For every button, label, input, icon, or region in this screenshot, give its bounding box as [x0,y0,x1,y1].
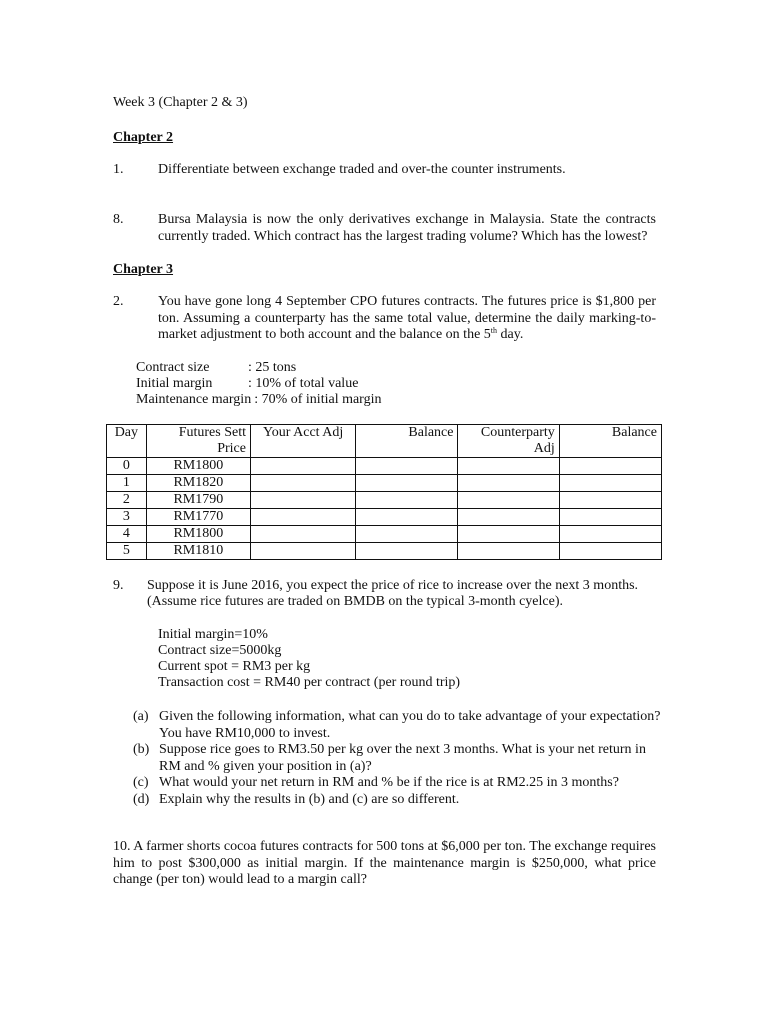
cell-counterparty-adj [458,492,559,509]
chapter-3-heading: Chapter 3 [113,262,174,277]
cell-day: 3 [107,509,147,526]
cell-balance [356,475,458,492]
cell-counterparty-balance [559,458,661,475]
given-initial-margin: Initial margin=10% [158,627,268,642]
cell-counterparty-balance [559,526,661,543]
cell-price: RM1800 [146,458,250,475]
cell-acct-adj [250,458,355,475]
cell-counterparty-balance [559,509,661,526]
header-futures-sett-price: Futures Sett Price [146,425,250,458]
table-row [107,475,662,492]
cell-counterparty-adj [458,458,559,475]
cell-balance [356,543,458,560]
table-header-row [107,425,662,458]
cell-day: 5 [107,543,147,560]
header-counterparty-balance: Balance [559,425,661,458]
question-9-number: 9. [113,578,124,593]
question-1-number: 1. [113,162,124,177]
spec-row [136,376,381,392]
ordinal-superscript: th [490,326,498,335]
question-2-body: You have gone long 4 September CPO futures contracts. The futures price is $1,800 per ton. Assuming a counterparty has the same total value, determine the daily marking-to-market adjustment to both account and the balance on the 5 [158,294,656,342]
sub-question-label: (b) [133,742,150,757]
cell-counterparty-adj [458,509,559,526]
cell-counterparty-adj [458,543,559,560]
sub-question-label: (d) [133,791,150,807]
sub-question-b [133,742,661,775]
cell-day: 4 [107,526,147,543]
chapter-2-heading: Chapter 2 [113,130,174,145]
question-9-parts [133,709,661,808]
cell-balance [356,509,458,526]
cell-acct-adj [250,526,355,543]
given-current-spot: Current spot = RM3 per kg [158,659,311,674]
header-counterparty-adj: Counterparty Adj [458,425,559,458]
contract-specs [136,360,381,408]
question-8-text: Bursa Malaysia is now the only derivatives exchange in Malaysia. State the contracts currently traded. Which contract has the largest trading volume? Which has the lowest? [158,212,656,244]
cell-day: 2 [107,492,147,509]
cell-balance [356,458,458,475]
header-balance: Balance [356,425,458,458]
cell-counterparty-adj [458,475,559,492]
cell-balance [356,492,458,509]
spec-value: : 25 tons [248,360,297,375]
sub-question-line: RM and % given your position in (a)? [159,758,372,774]
cell-price: RM1800 [146,526,250,543]
question-9-line-2: (Assume rice futures are traded on BMDB on the typical 3-month cyelce). [147,594,563,609]
sub-question-label: (c) [133,775,149,790]
spec-label: Contract size [136,360,210,375]
cell-price: RM1770 [146,509,250,526]
question-2-end: day. [497,327,524,342]
cell-day: 0 [107,458,147,475]
sub-question-line: You have RM10,000 to invest. [159,725,331,741]
table-row [107,509,662,526]
cell-balance [356,526,458,543]
sub-question-line: Explain why the results in (b) and (c) are so different. [159,791,460,807]
marking-to-market-table [106,424,662,560]
cell-counterparty-balance [559,475,661,492]
question-10-text: 10. A farmer shorts cocoa futures contracts for 500 tons at $6,000 per ton. The exchange requires him to post $300,000 as initial margin. If the maintenance margin is $250,000, what price change (per ton) would lead to a margin call? [113,839,656,887]
given-contract-size: Contract size=5000kg [158,643,282,658]
cell-acct-adj [250,475,355,492]
cell-price: RM1810 [146,543,250,560]
header-your-acct-adj: Your Acct Adj [250,425,355,458]
header-day: Day [107,425,147,458]
cell-acct-adj [250,543,355,560]
sub-question-line: Suppose rice goes to RM3.50 per kg over the next 3 months. What is your net return in [159,742,646,757]
sub-question-label: (a) [133,709,149,724]
cell-counterparty-balance [559,543,661,560]
cell-price: RM1790 [146,492,250,509]
cell-price: RM1820 [146,475,250,492]
spec-row [136,360,381,376]
sub-question-d [133,792,661,809]
spec-value: : 70% of initial margin [254,392,382,407]
sub-question-c [133,775,661,792]
sub-question-text [159,742,646,775]
sub-question-line: What would your net return in RM and % be if the rice is at RM2.25 in 3 months? [159,775,619,790]
question-1-text: Differentiate between exchange traded and over-the counter instruments. [158,162,566,177]
question-8-number: 8. [113,212,124,227]
table-row [107,458,662,475]
table-row [107,492,662,509]
cell-counterparty-balance [559,492,661,509]
question-2-number: 2. [113,294,124,309]
table-row [107,526,662,543]
cell-acct-adj [250,492,355,509]
cell-acct-adj [250,509,355,526]
sub-question-text [159,709,661,742]
page-title: Week 3 (Chapter 2 & 3) [113,95,248,110]
table-row [107,543,662,560]
question-2-text [158,294,656,344]
question-9-line-1: Suppose it is June 2016, you expect the price of rice to increase over the next 3 months. [147,578,639,593]
spec-value: : 10% of total value [248,376,359,391]
cell-counterparty-adj [458,526,559,543]
cell-day: 1 [107,475,147,492]
sub-question-line: Given the following information, what can you do to take advantage of your expectation? [159,709,661,724]
spec-label: Maintenance margin [136,392,252,407]
spec-label: Initial margin [136,376,213,391]
given-transaction-cost: Transaction cost = RM40 per contract (per round trip) [158,675,461,690]
sub-question-a [133,709,661,742]
spec-row [136,392,381,408]
